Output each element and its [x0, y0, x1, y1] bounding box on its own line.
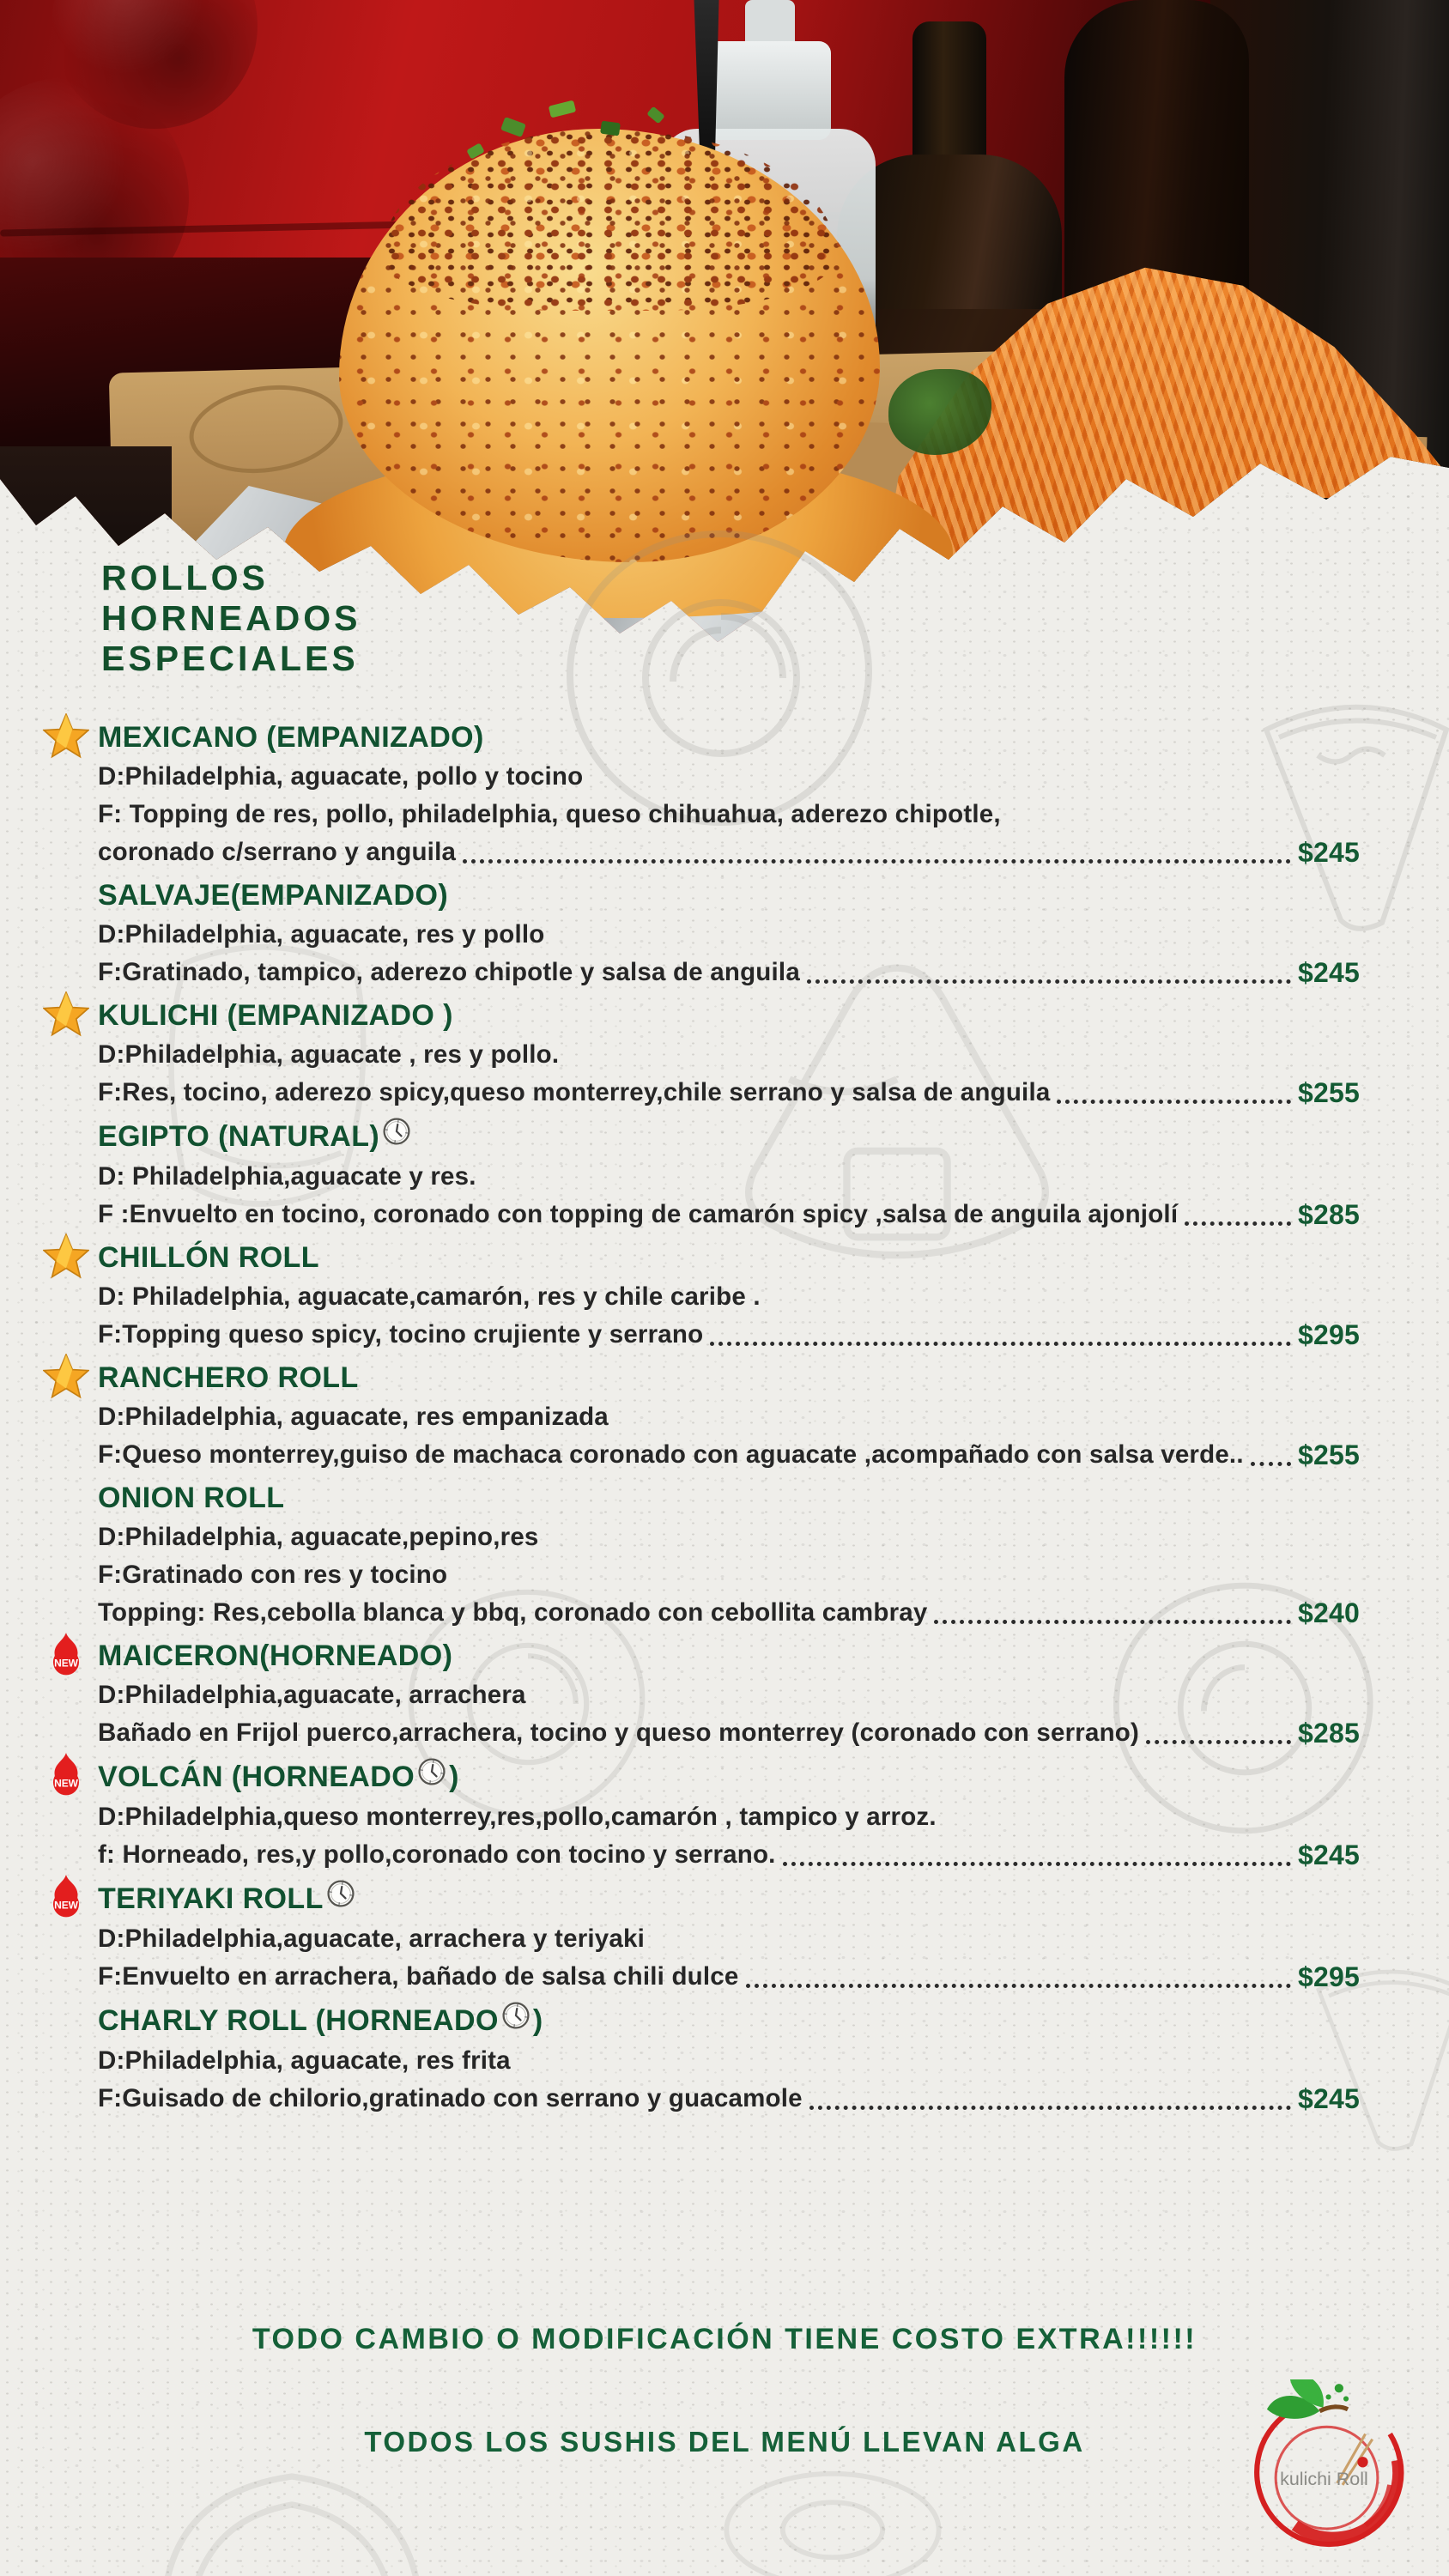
new-flame-icon: [43, 1632, 89, 1678]
item-description-text: D:Philadelphia, aguacate , res y pollo.: [98, 1040, 560, 1069]
item-lines: [98, 758, 1360, 871]
item-description-line: [98, 796, 1360, 833]
item-description-text: Bañado en Frijol puerco,arrachera, tocino y queso monterrey (coronado con serrano): [98, 1718, 1140, 1747]
logo-leaves: [1267, 2379, 1349, 2419]
menu-item: [48, 2000, 1360, 2118]
item-name-text: CHARLY ROLL (HORNEADO: [98, 2004, 499, 2037]
item-description-line: [98, 1278, 1360, 1316]
item-name-text: RANCHERO ROLL: [98, 1361, 359, 1394]
item-description-line: [98, 758, 1360, 796]
item-price: $245: [1298, 837, 1360, 868]
new-flame-icon: [43, 1752, 89, 1798]
item-price: $245: [1298, 957, 1360, 988]
item-name-text: KULICHI (EMPANIZADO ): [98, 999, 453, 1032]
item-price: $295: [1298, 1961, 1360, 1992]
page-title-line: HORNEADOS: [101, 598, 361, 638]
item-description-line: [98, 1316, 1360, 1354]
item-name-text: SALVAJE(EMPANIZADO): [98, 879, 449, 912]
item-lines: [98, 1158, 1360, 1233]
item-description-line: [98, 1836, 1360, 1874]
item-name-text: MAICERON(HORNEADO): [98, 1640, 453, 1672]
menu-item: [48, 1756, 1360, 1874]
item-name-suffix: ): [449, 1761, 459, 1793]
item-description-line: [98, 833, 1360, 871]
item-description-line: [98, 954, 1360, 991]
item-description-line: [98, 2080, 1360, 2118]
item-description-text: Topping: Res,cebolla blanca y bbq, coronado con cebollita cambray: [98, 1598, 928, 1627]
item-name: [98, 1358, 1360, 1398]
item-description-line: [98, 1556, 1360, 1594]
item-description-line: [98, 1594, 1360, 1632]
item-name-text: MEXICANO (EMPANIZADO): [98, 721, 484, 754]
item-description-line: [98, 1036, 1360, 1074]
star-icon: [43, 991, 89, 1038]
item-description-line: [98, 1398, 1360, 1436]
dotted-leader: [463, 859, 1291, 864]
item-description-text: D:Philadelphia,aguacate, arrachera: [98, 1681, 526, 1709]
svg-text:NEW: NEW: [54, 1777, 78, 1790]
star-icon: [43, 1233, 89, 1280]
new-flame-icon: [43, 1874, 89, 1920]
item-description-line: [98, 1714, 1360, 1752]
item-name-suffix: ): [532, 2004, 543, 2037]
item-description-text: F:Topping queso spicy, tocino crujiente y serrano: [98, 1320, 704, 1349]
item-price: $255: [1298, 1440, 1360, 1470]
item-lines: [98, 1398, 1360, 1474]
item-description-text: F:Gratinado con res y tocino: [98, 1561, 448, 1589]
star-icon: [43, 1354, 89, 1400]
item-description-text: D: Philadelphia, aguacate,camarón, res y chile caribe .: [98, 1282, 761, 1311]
item-description-line: [98, 1920, 1360, 1958]
item-description-line: [98, 916, 1360, 954]
dotted-leader: [710, 1342, 1291, 1346]
item-description-line: [98, 2042, 1360, 2080]
item-description-line: [98, 1158, 1360, 1196]
note-extra-cost: TODO CAMBIO O MODIFICACIÓN TIENE COSTO EXTRA!!!!!!: [252, 2323, 1197, 2355]
item-description-text: D:Philadelphia,aguacate, arrachera y teriyaki: [98, 1924, 645, 1953]
item-lines: [98, 1518, 1360, 1632]
item-description-text: D: Philadelphia,aguacate y res.: [98, 1162, 476, 1191]
item-description-line: [98, 1798, 1360, 1836]
menu-item: [48, 1878, 1360, 1996]
dotted-leader: [809, 2106, 1291, 2110]
svg-text:NEW: NEW: [54, 1657, 78, 1670]
menu-items: [48, 718, 1360, 2122]
clock-icon: [324, 1878, 358, 1920]
item-description-text: F:Res, tocino, aderezo spicy,queso monterrey,chile serrano y salsa de anguila: [98, 1078, 1051, 1106]
item-name: [98, 2000, 1360, 2042]
item-description-text: F :Envuelto en tocino, coronado con topping de camarón spicy ,salsa de anguila ajonjolí: [98, 1200, 1179, 1228]
menu-item: [48, 1116, 1360, 1233]
item-description-line: [98, 1436, 1360, 1474]
item-name-text: EGIPTO (NATURAL): [98, 1120, 380, 1153]
item-lines: [98, 916, 1360, 991]
dotted-leader: [1146, 1740, 1291, 1744]
menu-item: [48, 1238, 1360, 1354]
note-alga: TODOS LOS SUSHIS DEL MENÚ LLEVAN ALGA: [364, 2426, 1085, 2458]
item-lines: [98, 1798, 1360, 1874]
clock-icon: [499, 2000, 533, 2042]
item-lines: [98, 2042, 1360, 2118]
item-description-text: D:Philadelphia, aguacate, res empanizada: [98, 1403, 609, 1431]
clock-icon: [415, 1756, 449, 1798]
item-description-text: F:Gratinado, tampico, aderezo chipotle y salsa de anguila: [98, 958, 800, 986]
star-icon: [43, 713, 89, 760]
svg-text:NEW: NEW: [54, 1899, 78, 1912]
item-description-line: [98, 1518, 1360, 1556]
item-name: [98, 996, 1360, 1036]
dotted-leader: [934, 1620, 1291, 1624]
green-onion-garnish: [600, 121, 621, 136]
item-name: [98, 1238, 1360, 1278]
item-description-text: F:Guisado de chilorio,gratinado con serrano y guacamole: [98, 2084, 803, 2112]
item-lines: [98, 1920, 1360, 1996]
dotted-leader: [1185, 1221, 1291, 1226]
item-name: [98, 1878, 1360, 1920]
item-price: $245: [1298, 2083, 1360, 2114]
sushi-roll-doodle: [704, 2455, 961, 2576]
item-price: $285: [1298, 1718, 1360, 1749]
item-description-text: F: Topping de res, pollo, philadelphia, queso chihuahua, aderezo chipotle,: [98, 800, 1001, 828]
menu-item: [48, 718, 1360, 871]
dotted-leader: [807, 979, 1291, 984]
menu-item: [48, 1358, 1360, 1474]
dotted-leader: [746, 1984, 1291, 1988]
item-description-text: coronado c/serrano y anguila: [98, 838, 457, 866]
baked-sushi-ball: [339, 129, 880, 562]
item-name: [98, 1756, 1360, 1798]
page-title: [101, 558, 361, 679]
item-name: [98, 1116, 1360, 1158]
item-description-text: D:Philadelphia, aguacate,pepino,res: [98, 1523, 539, 1551]
item-name: [98, 876, 1360, 916]
item-description-line: [98, 1958, 1360, 1996]
item-description-line: [98, 1074, 1360, 1112]
item-description-line: [98, 1676, 1360, 1714]
item-name-text: TERIYAKI ROLL: [98, 1882, 324, 1915]
item-name: [98, 1478, 1360, 1518]
menu-item: [48, 1636, 1360, 1752]
item-name: [98, 718, 1360, 758]
item-description-text: D:Philadelphia, aguacate, res frita: [98, 2046, 511, 2075]
item-price: $240: [1298, 1597, 1360, 1628]
item-price: $255: [1298, 1077, 1360, 1108]
dotted-leader: [783, 1862, 1291, 1866]
item-description-text: f: Horneado, res,y pollo,coronado con tocino y serrano.: [98, 1840, 776, 1869]
item-lines: [98, 1278, 1360, 1354]
item-description-text: F:Envuelto en arrachera, bañado de salsa chili dulce: [98, 1962, 739, 1991]
menu-item: [48, 996, 1360, 1112]
soy-bottle-cap: [706, 41, 831, 140]
logo-text: kulichi Roll: [1280, 2468, 1368, 2489]
item-price: $295: [1298, 1319, 1360, 1350]
menu-item: [48, 876, 1360, 991]
item-description-text: D:Philadelphia,queso monterrey,res,pollo,camarón , tampico y arroz.: [98, 1803, 937, 1831]
item-lines: [98, 1036, 1360, 1112]
item-description-line: [98, 1196, 1360, 1233]
item-name: [98, 1636, 1360, 1676]
brand-logo: [1234, 2379, 1418, 2564]
clock-icon: [379, 1116, 414, 1158]
dark-table-corner: [1253, 498, 1449, 661]
item-name-text: CHILLÓN ROLL: [98, 1241, 319, 1274]
item-name-text: ONION ROLL: [98, 1482, 285, 1514]
item-description-text: F:Queso monterrey,guiso de machaca coronado con aguacate ,acompañado con salsa verde..: [98, 1440, 1244, 1469]
item-description-text: D:Philadelphia, aguacate, res y pollo: [98, 920, 545, 949]
page-title-line: ROLLOS: [101, 558, 269, 597]
item-price: $285: [1298, 1199, 1360, 1230]
item-lines: [98, 1676, 1360, 1752]
dotted-leader: [1251, 1462, 1291, 1466]
item-price: $245: [1298, 1840, 1360, 1870]
dotted-leader: [1057, 1100, 1291, 1104]
menu-item: [48, 1478, 1360, 1632]
item-description-text: D:Philadelphia, aguacate, pollo y tocino: [98, 762, 584, 791]
item-name-text: VOLCÁN (HORNEADO: [98, 1761, 415, 1793]
page-title-line: ESPECIALES: [101, 639, 359, 678]
